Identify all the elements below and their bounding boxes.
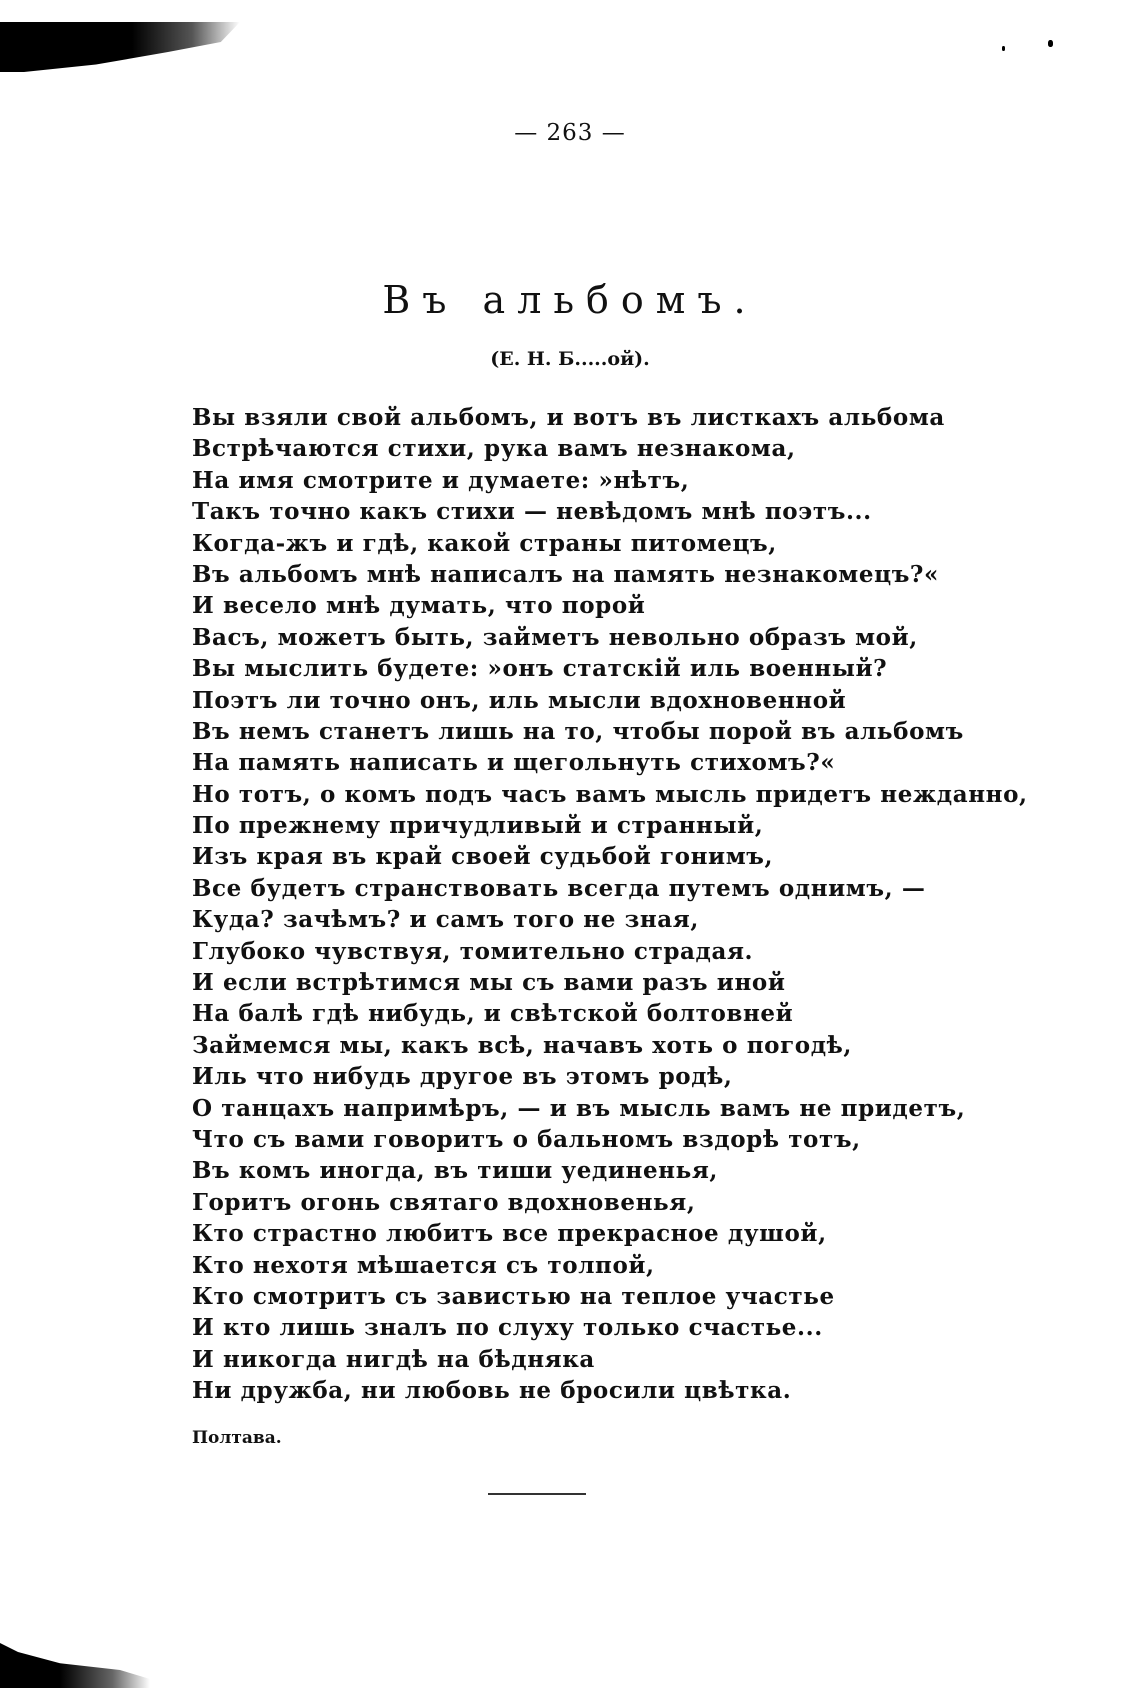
page-number: — 263 — <box>514 120 626 146</box>
poem-line: Займемся мы, какъ всѣ, начавъ хоть о погодѣ, <box>192 1031 853 1059</box>
end-rule-divider <box>488 1493 586 1495</box>
poem-line: На балѣ гдѣ нибудь, и свѣтской болтовней <box>192 1000 794 1028</box>
scan-artifact-top-left <box>0 22 240 72</box>
poem-line: По прежнему причудливый и странный, <box>192 812 764 840</box>
poem-line: И кто лишь зналъ по слуху только счастье... <box>192 1314 823 1342</box>
poem-line: Васъ, можетъ быть, займетъ невольно образъ мой, <box>192 623 918 651</box>
poem-line: Все будетъ странствовать всегда путемъ однимъ, — <box>192 874 926 902</box>
poem-line: И если встрѣтимся мы съ вами разъ иной <box>192 969 786 997</box>
place-signoff: Полтава. <box>192 1428 282 1448</box>
poem-line: Въ немъ станетъ лишь на то, чтобы порой въ альбомъ <box>192 717 964 745</box>
poem-dedication: (Е. Н. Б.....ой). <box>490 348 650 370</box>
poem-line: И никогда нигдѣ на бѣдняка <box>192 1345 595 1373</box>
poem-line: Иль что нибудь другое въ этомъ родѣ, <box>192 1063 733 1091</box>
poem-line: Кто страстно любитъ все прекрасное душой, <box>192 1220 827 1248</box>
poem-line: Горитъ огонь святаго вдохновенья, <box>192 1188 696 1216</box>
poem-line: Что съ вами говоритъ о бальномъ вздорѣ тотъ, <box>192 1125 861 1153</box>
poem-line: Ни дружба, ни любовь не бросили цвѣтка. <box>192 1377 792 1405</box>
poem-line: Кто нехотя мѣшается съ толпой, <box>192 1251 655 1279</box>
poem-line: Вы мыслить будете: »онъ статскій иль военный? <box>192 655 888 683</box>
poem-line: Когда-жъ и гдѣ, какой страны питомецъ, <box>192 529 777 557</box>
poem-title: Въ альбомъ. <box>382 278 758 322</box>
poem-line: Въ комъ иногда, въ тиши уединенья, <box>192 1157 719 1185</box>
poem-line: Изъ края въ край своей судьбой гонимъ, <box>192 843 774 871</box>
poem-line: Въ альбомъ мнѣ написалъ на память незнакомецъ?« <box>192 560 939 588</box>
poem-line: Но тотъ, о комъ подъ часъ вамъ мысль придетъ нежданно, <box>192 780 1028 808</box>
poem-line: Вы взяли свой альбомъ, и вотъ въ листкахъ альбома <box>192 404 945 431</box>
poem-body <box>192 402 1072 1407</box>
poem-line: Встрѣчаются стихи, рука вамъ незнакома, <box>192 435 796 463</box>
scan-artifact-dot <box>1002 46 1005 51</box>
poem-line: Кто смотритъ съ завистью на теплое участье <box>192 1282 835 1310</box>
poem-line: Куда? зачѣмъ? и самъ того не зная, <box>192 906 699 934</box>
poem-line: Глубоко чувствуя, томительно страдая. <box>192 937 754 965</box>
poem-line: О танцахъ напримѣръ, — и въ мысль вамъ не придетъ, <box>192 1094 966 1122</box>
poem-line: На память написать и щегольнуть стихомъ?« <box>192 749 836 777</box>
scan-artifact-bottom-left <box>0 1643 150 1688</box>
poem-line: Поэтъ ли точно онъ, иль мысли вдохновенной <box>192 686 847 714</box>
poem-line: И весело мнѣ думать, что порой <box>192 592 646 620</box>
poem-line: На имя смотрите и думаете: »нѣтъ, <box>192 466 690 494</box>
poem-line: Такъ точно какъ стихи — невѣдомъ мнѣ поэтъ... <box>192 498 872 526</box>
scan-artifact-dot <box>1048 40 1053 47</box>
